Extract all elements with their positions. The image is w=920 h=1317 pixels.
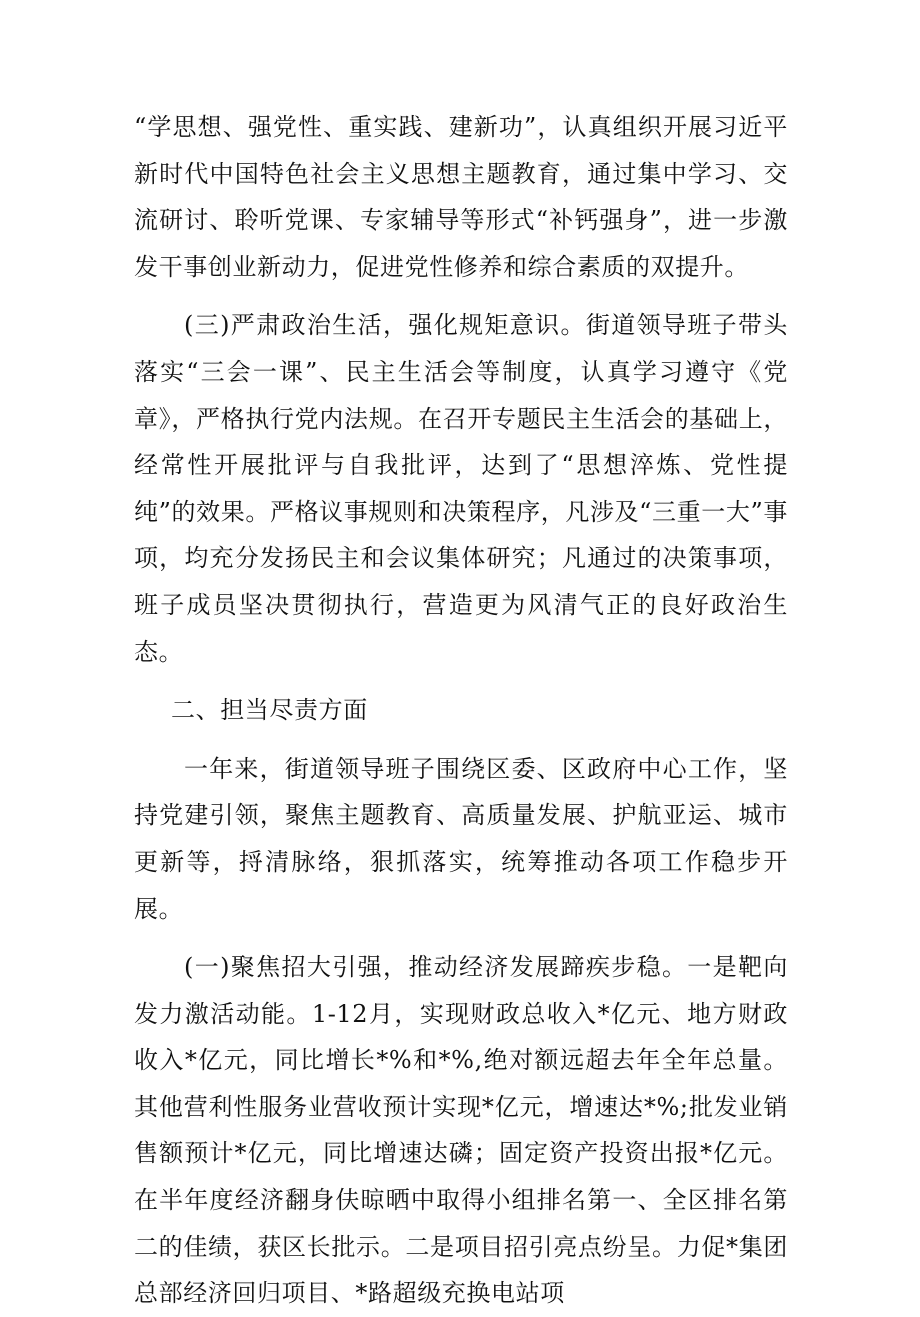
paragraph-year-overview: 一年来，街道领导班子围绕区委、区政府中心工作，坚持党建引领，聚焦主题教育、高质量发展、护航亚运、城市更新等，捋清脉络，狠抓落实，统筹推动各项工作稳步开展。 [134,754,788,923]
section-heading-responsibility: 二、担当尽责方面 [171,696,368,725]
paragraph-theme-education: “学思想、强党性、重实践、建新功”，认真组织开展习近平新时代中国特色社会主义思想主题教育，通过集中学习、交流研讨、聆听党课、专家辅导等形式“补钙强身”，进一步激发干事创业新动力，促进党性修养和综合素质的双提升。 [134,113,788,281]
paragraph-political-life: (三)严肃政治生活，强化规矩意识。街道领导班子带头落实“三会一课”、民主生活会等制度，认真学习遵守《党章》，严格执行党内法规。在召开专题民主生活会的基础上，经常性开展批评与自我批评，达到了“思想淬炼、党性提纯”的效果。严格议事规则和决策程序，凡涉及“三重一大”事项，均充分发扬民主和会议集体研究；凡通过的决策事项，班子成员坚决贯彻执行，营造更为风清气正的良好政治生态。 [134,311,788,666]
paragraph-economic-development: (一)聚焦招大引强，推动经济发展蹄疾步稳。一是靶向发力激活动能。1-12月，实现财政总收入*亿元、地方财政收入*亿元，同比增长*%和*%,绝对额远超去年全年总量。其他营利性服务业营收预计实现*亿元，增速达*%;批发业销售额预计*亿元，同比增速达磷；固定资产投资出报*亿元。在半年度经济翻身伕晾晒中取得小组排名第一、全区排名第二的佳绩，获区长批示。二是项目招引亮点纷呈。力促*集团总部经济回归项目、*路超级充换电站项 [134,953,788,1308]
